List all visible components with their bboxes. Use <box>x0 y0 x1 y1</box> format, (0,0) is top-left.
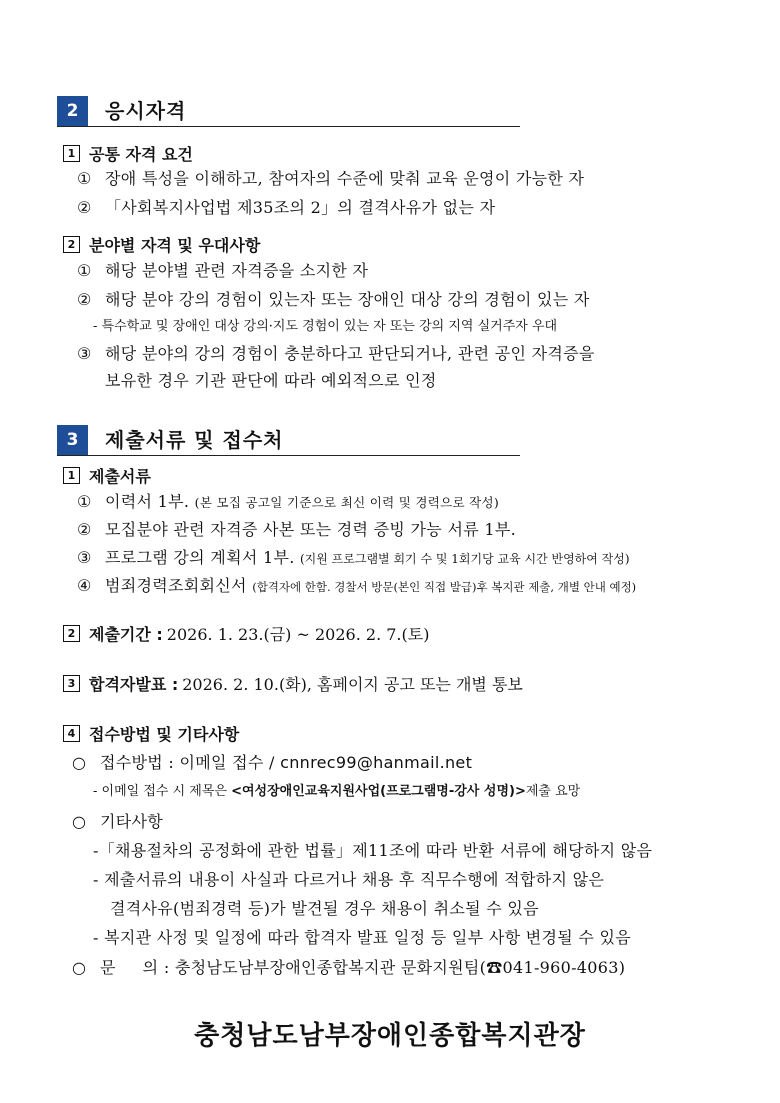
application-method-line: ○ 접수방법 : 이메일 접수 / cnnrec99@hanmail.net <box>72 753 473 772</box>
subsection-title: 합격자발표 : <box>89 674 179 694</box>
etc-heading: ○ 기타사항 <box>72 812 164 831</box>
list-item: ② 해당 분야 강의 경험이 있는자 또는 장애인 대상 강의 경험이 있는 자 <box>77 290 590 309</box>
list-item-continuation: 보유한 경우 기관 판단에 따라 예외적으로 인정 <box>105 371 437 390</box>
subsection-number-box: 2 <box>63 236 80 253</box>
etc-item: - 복지관 사정 및 일정에 따라 합격자 발표 일정 등 일부 사항 변경될 수 있음 <box>93 928 632 947</box>
list-item: ③ 해당 분야의 강의 경험이 충분하다고 판단되거나, 관련 공인 자격증을 <box>77 344 595 363</box>
list-item: ② 「사회복지사업법 제35조의 2」의 결격사유가 없는 자 <box>77 198 496 217</box>
list-item: ③ 프로그램 강의 계획서 1부. (지원 프로그램별 회기 수 및 1회기당 교육 시간 반영하여 작성) <box>77 548 630 567</box>
subsection-common-requirements <box>63 142 193 164</box>
subsection-announcement <box>63 672 523 694</box>
subsection-number-box: 2 <box>63 625 80 642</box>
etc-item: - 제출서류의 내용이 사실과 다르거나 채용 후 직무수행에 적합하지 않은 <box>93 870 605 889</box>
announcement-value: 2026. 2. 10.(화), 홈페이지 공고 또는 개별 통보 <box>182 674 523 694</box>
subsection-number-box: 4 <box>63 725 80 742</box>
subsection-title: 제출기간 : <box>89 624 163 644</box>
subsection-number-box: 1 <box>63 467 80 484</box>
section-title: 제출서류 및 접수처 <box>105 428 284 452</box>
list-item: ④ 범죄경력조회회신서 (합격자에 한함. 경찰서 방문(본인 직접 발급)후 복지관 제출, 개별 안내 예정) <box>77 576 637 595</box>
subsection-title: 접수방법 및 기타사항 <box>89 724 240 744</box>
subsection-field-qualifications <box>63 233 260 255</box>
section-2-header <box>57 96 520 127</box>
list-item: ① 장애 특성을 이해하고, 참여자의 수준에 맞춰 교육 운영이 가능한 자 <box>77 169 585 188</box>
preference-note: - 특수학교 및 장애인 대상 강의·지도 경험이 있는 자 또는 강의 지역 실거주자 우대 <box>93 319 558 334</box>
section-number: 3 <box>57 425 88 455</box>
subsection-title: 제출서류 <box>89 466 151 486</box>
list-item: ② 모집분야 관련 자격증 사본 또는 경력 증빙 가능 서류 1부. <box>77 520 516 539</box>
subsection-application-method <box>63 722 239 744</box>
list-item: ① 해당 분야별 관련 자격증을 소지한 자 <box>77 261 369 280</box>
issuer-signature: 충청남도남부장애인종합복지관장 <box>194 1021 586 1051</box>
inquiry-line: ○ 문 의 : 충청남도남부장애인종합복지관 문화지원팀(☎041-960-4063) <box>72 958 626 977</box>
subsection-documents <box>63 464 151 486</box>
section-number: 2 <box>57 96 88 126</box>
subsection-number-box: 3 <box>63 675 80 692</box>
email-address: cnnrec99@hanmail.net <box>280 753 473 772</box>
subsection-title: 공통 자격 요건 <box>89 144 193 164</box>
subsection-submission-period <box>63 622 429 644</box>
list-item: ① 이력서 1부. (본 모집 공고일 기준으로 최신 이력 및 경력으로 작성) <box>77 492 500 511</box>
subsection-title: 분야별 자격 및 우대사항 <box>89 235 261 255</box>
email-subject-note: - 이메일 접수 시 제목은 <여성장애인교육지원사업(프로그램명-강사 성명)>제출 요망 <box>93 784 581 799</box>
submission-period-value: 2026. 1. 23.(금) ~ 2026. 2. 7.(토) <box>166 624 430 644</box>
etc-item: -「채용절차의 공정화에 관한 법률」제11조에 따라 반환 서류에 해당하지 않음 <box>93 841 653 860</box>
section-title: 응시자격 <box>105 99 187 123</box>
phone-icon: ☎ <box>486 958 503 977</box>
etc-item-continuation: 결격사유(범죄경력 등)가 발견될 경우 채용이 취소될 수 있음 <box>110 899 539 918</box>
section-3-header <box>57 425 520 456</box>
subsection-number-box: 1 <box>63 145 80 162</box>
